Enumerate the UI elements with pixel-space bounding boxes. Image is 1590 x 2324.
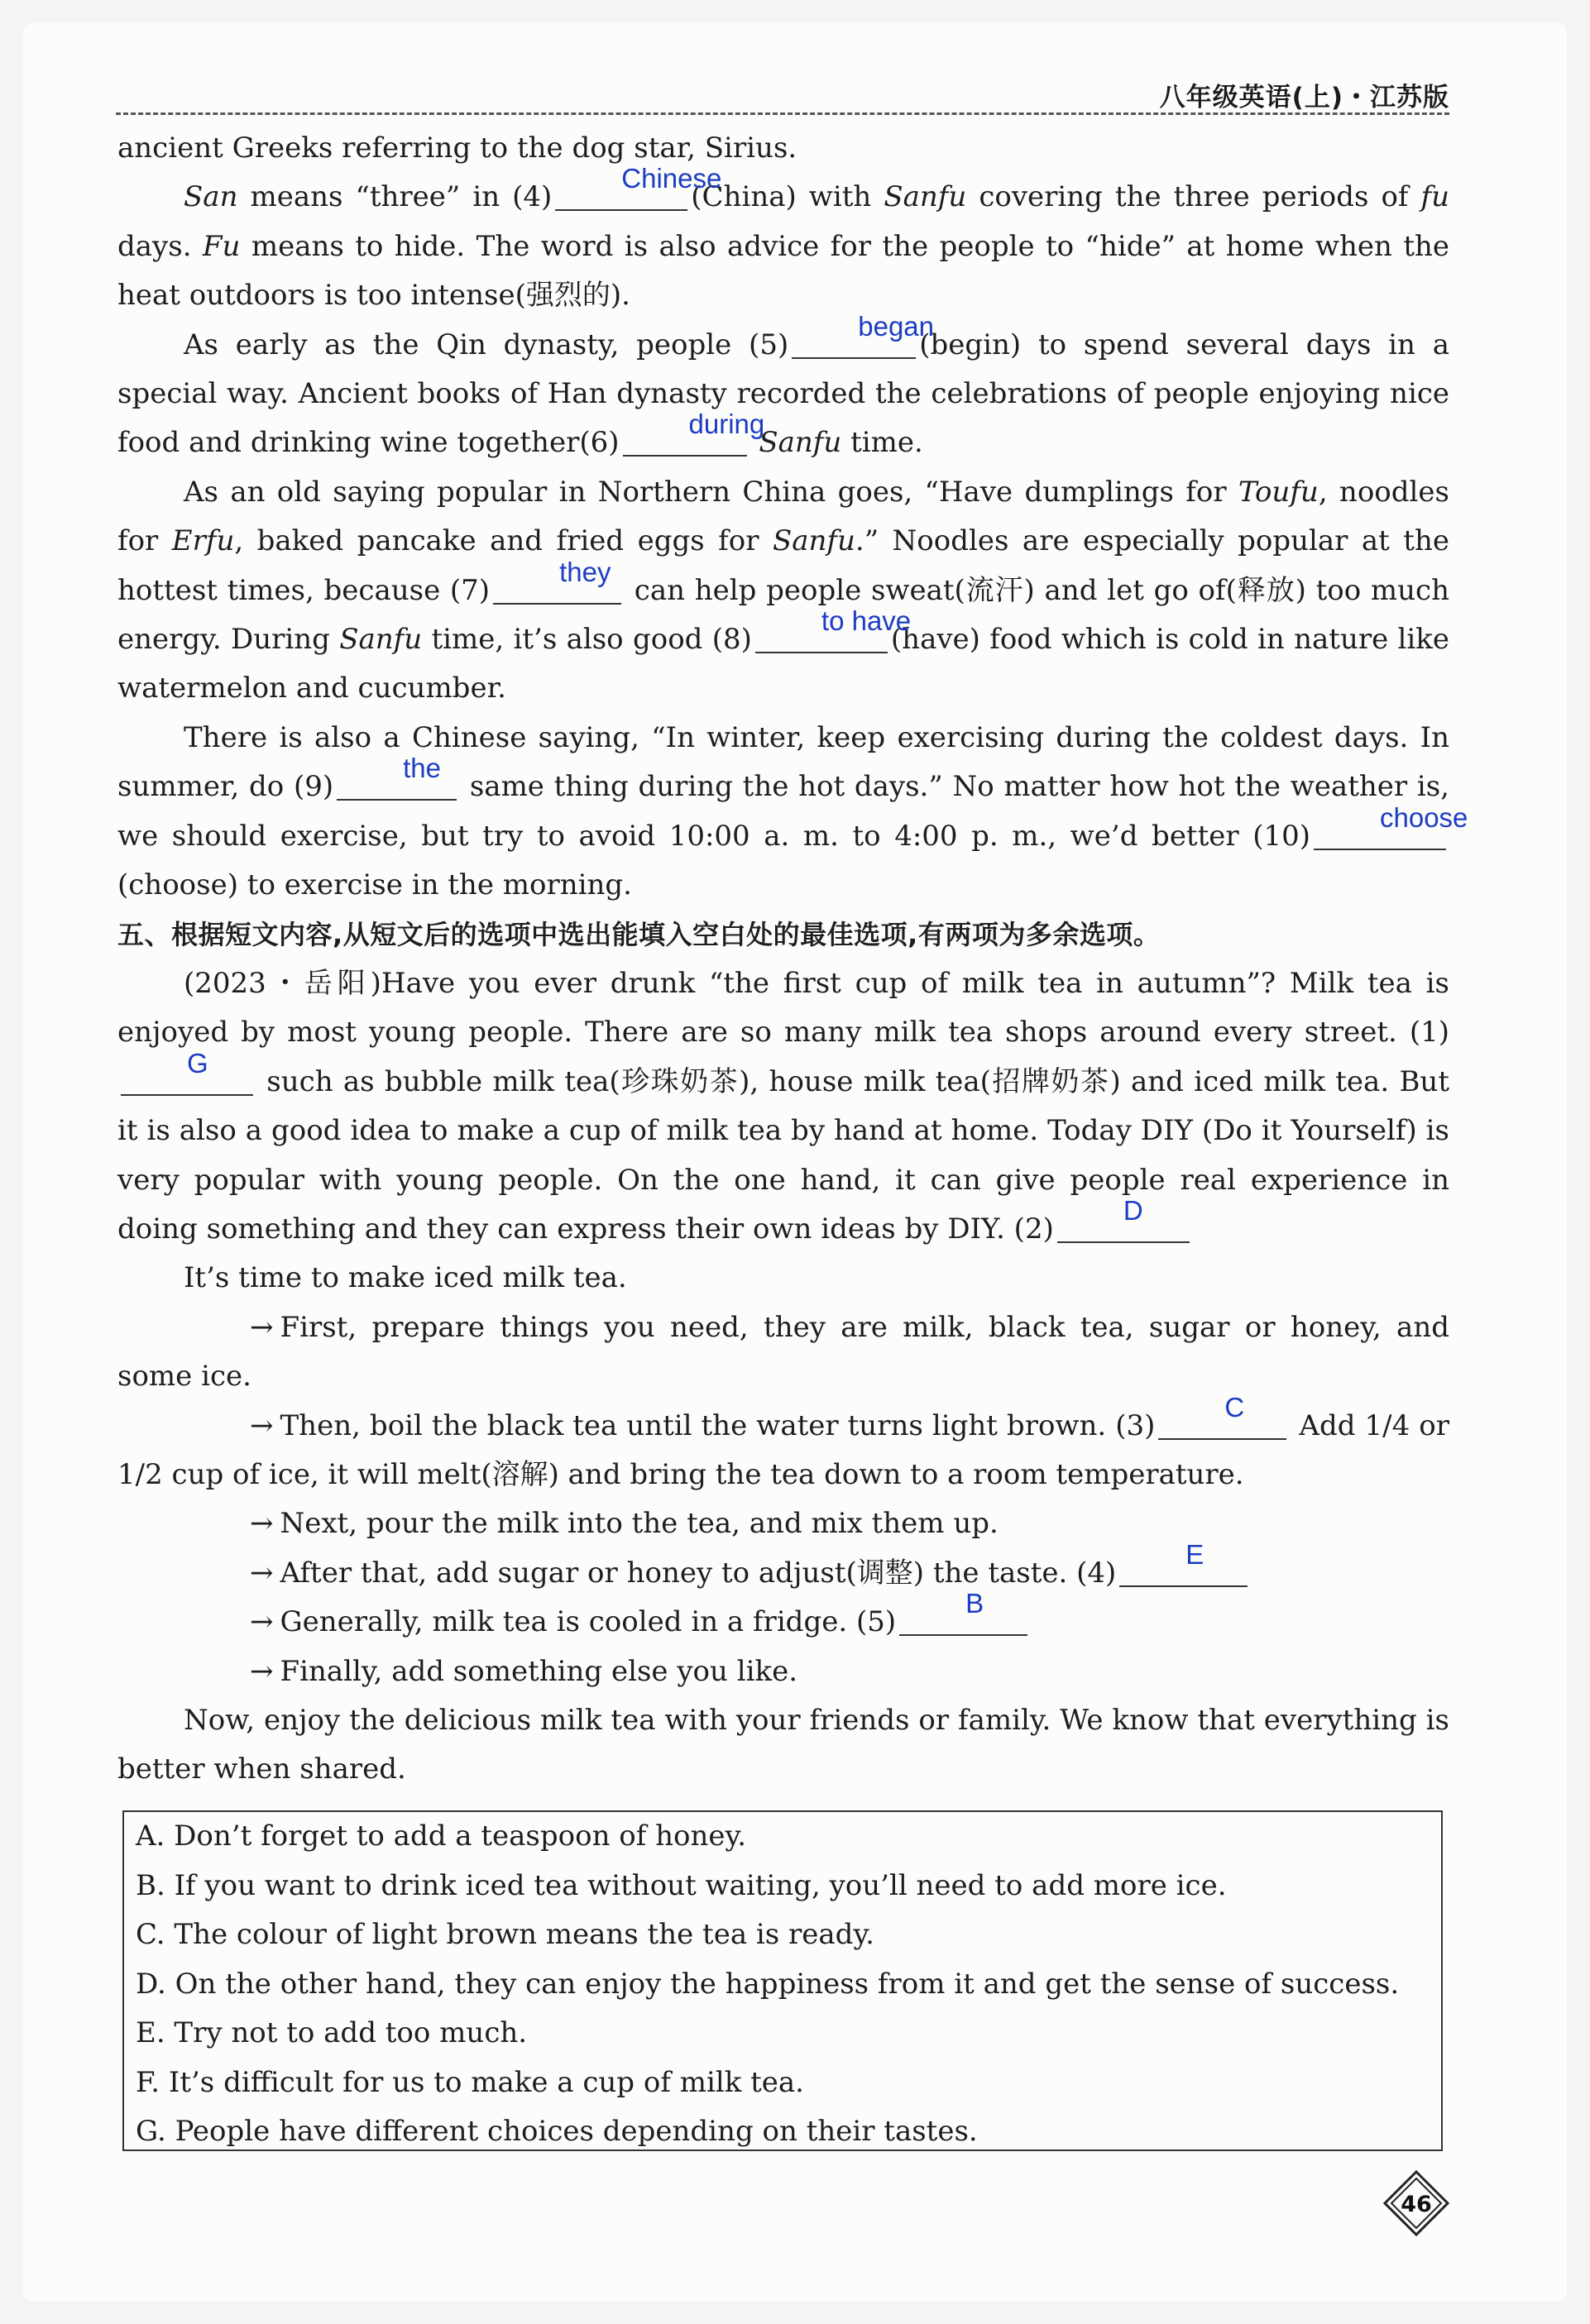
step-then (117, 1391, 1449, 1500)
step-first (117, 1303, 1449, 1402)
text-run: such as bubble milk tea(珍珠奶茶), house milk tea(招牌奶茶) and iced milk tea. But it is also a good idea to make a cup of milk tea by hand at home. Today DIY (Do it Yourself) is very popular with young people. On the one hand, it can give people real experience in doing something and they can express their own ideas by DIY. (2) (117, 1064, 1449, 1246)
text-run: means to hide. The word is also advice for the people to “hide” at home when the heat outdoors is too intense(强烈的). (117, 229, 1449, 313)
text-run: (choose) to exercise in the morning. (117, 868, 632, 902)
answer-blank-10[interactable] (1314, 801, 1468, 850)
option-e: E. Try not to add too much. (136, 2016, 528, 2049)
handwritten-answer: G (187, 1047, 208, 1078)
answer-blank-7[interactable] (493, 556, 621, 605)
text-run: Add 1/4 or 1/2 cup of ice, it will melt(溶解) and bring the tea down to a room temperature. (117, 1408, 1449, 1491)
paragraph-qin-dynasty (117, 310, 1449, 468)
italic-term: fu (1420, 180, 1450, 214)
text-run: Next, pour the milk into the tea, and mix them up. (280, 1507, 999, 1541)
handwritten-answer: to have (821, 605, 912, 637)
italic-term: San (184, 180, 238, 214)
text-run: covering the three periods of (966, 180, 1421, 214)
step-generally (117, 1588, 1449, 1647)
step-after-that (117, 1538, 1449, 1598)
handwritten-answer: Chinese (621, 163, 722, 194)
text-run: First, prepare things you need, they are milk, black tea, sugar or honey, and some ice. (117, 1310, 1449, 1394)
answer-blank-5[interactable] (792, 310, 934, 359)
handwritten-answer: began (858, 310, 934, 342)
book-header-title: 八年级英语(上)・江苏版 (1159, 83, 1449, 112)
arrow-icon: → (250, 1310, 274, 1344)
paragraph-exercise (117, 714, 1468, 911)
arrow-icon: → (250, 1605, 274, 1639)
arrow-icon: → (250, 1556, 274, 1590)
answer-blank-s5-2[interactable] (1057, 1194, 1190, 1243)
text-run: means “three” in (4) (237, 180, 553, 214)
text-run: , noodles for (117, 475, 1449, 558)
paragraph-sanfu (117, 163, 1450, 320)
paragraph-old-saying (117, 468, 1449, 714)
italic-term: Sanfu (759, 426, 842, 460)
answer-blank-4[interactable] (555, 163, 722, 211)
option-d: D. On the other hand, they can enjoy the happiness from it and get the sense of success. (136, 1967, 1400, 2001)
arrow-icon: → (250, 1507, 274, 1541)
option-a: A. Don’t forget to add a teaspoon of honey. (136, 1820, 747, 1853)
text-run: days. (117, 229, 203, 263)
text-run: can help people sweat(流汗) and let go of(释放) too much energy. During (117, 573, 1449, 657)
option-f: F. It’s difficult for us to make a cup of milk tea. (136, 2065, 804, 2099)
option-g: G. People have different choices depending on their tastes. (136, 2115, 978, 2148)
italic-term: Toufu (1238, 475, 1319, 509)
handwritten-answer: they (559, 556, 611, 587)
page-number-badge (1383, 2170, 1449, 2236)
paragraph-milk-tea-intro (117, 959, 1449, 1254)
text-run: same thing during the hot days.” No matter how hot the weather is, we should exercise, but try to avoid 10:00 a. m. to 4:00 p. m., we’d better (10) (117, 770, 1449, 853)
closing-paragraph: Now, enjoy the delicious milk tea with your friends or family. We know that everything is better when shared. (117, 1704, 1449, 1786)
text-run: Generally, milk tea is cooled in a fridge. (5) (280, 1605, 897, 1639)
step-finally (117, 1647, 1449, 1696)
answer-blank-s5-4[interactable] (1119, 1538, 1248, 1587)
page-number: 46 (1401, 2192, 1432, 2217)
text-run: Then, boil the black tea until the water turns light brown. (3) (280, 1408, 1156, 1442)
italic-term: Sanfu (772, 524, 855, 558)
text-run: time. (841, 426, 923, 460)
text-run: After that, add sugar or honey to adjust(调整) the taste. (4) (280, 1556, 1117, 1590)
handwritten-answer: during (688, 409, 765, 440)
handwritten-answer: D (1123, 1194, 1143, 1226)
italic-term: Fu (202, 229, 241, 263)
passage-content (117, 124, 1468, 1795)
passage-line-0: ancient Greeks referring to the dog star, Sirius. (117, 132, 797, 165)
arrow-icon: → (250, 1654, 274, 1688)
text-run: As an old saying popular in Northern China goes, “Have dumplings for (184, 475, 1238, 509)
italic-term: Erfu (171, 524, 235, 558)
text-run: , baked pancake and fried eggs for (234, 524, 773, 558)
text-run: Finally, add something else you like. (280, 1654, 798, 1688)
text-run: (have) food which is cold in nature like watermelon and cucumber. (117, 623, 1449, 705)
answer-blank-s5-5[interactable] (899, 1588, 1027, 1636)
handwritten-answer: C (1224, 1391, 1245, 1423)
text-run: There is also a Chinese saying, “In winter, keep exercising during the coldest days. In summer, do (9) (117, 720, 1449, 804)
header-divider (116, 112, 1449, 115)
italic-term: Sanfu (884, 180, 967, 214)
option-b: B. If you want to drink iced tea without waiting, you’ll need to add more ice. (136, 1868, 1227, 1902)
text-run: (China) with (691, 180, 884, 214)
text-run: (2023・岳阳)Have you ever drunk “the first cup of milk tea in autumn”? Milk tea is enjoyed by most young people. There are so many milk tea shops around every street. (1) (117, 966, 1449, 1050)
handwritten-answer: B (965, 1588, 984, 1619)
arrow-icon: → (250, 1408, 274, 1442)
answer-blank-6[interactable] (623, 409, 765, 457)
handwritten-answer: choose (1380, 801, 1468, 833)
step-next (117, 1499, 1449, 1548)
text-run: time, it’s also good (8) (422, 623, 752, 657)
handwritten-answer: the (403, 753, 441, 784)
italic-term: Sanfu (339, 623, 423, 657)
answer-blank-s5-1[interactable] (121, 1047, 253, 1096)
text-run: (begin) to spend several days in a special way. Ancient books of Han dynasty recorded the celebrations of people enjoying nice food and drinking wine together(6) (117, 328, 1449, 460)
handwritten-answer: E (1185, 1538, 1204, 1570)
answer-blank-s5-3[interactable] (1158, 1391, 1286, 1440)
text-run: As early as the Qin dynasty, people (5) (184, 328, 789, 361)
option-c: C. The colour of light brown means the tea is ready. (136, 1918, 874, 1951)
text-run: .” Noodles are especially popular at the hottest times, because (7) (117, 524, 1449, 607)
section-5-heading: 五、根据短文内容,从短文后的选项中选出能填入空白处的最佳选项,有两项为多余选项。 (117, 918, 1161, 950)
answer-blank-8[interactable] (755, 605, 912, 653)
make-iced-tea-line: It’s time to make iced milk tea. (184, 1261, 627, 1295)
answer-blank-9[interactable] (337, 753, 457, 801)
options-box (122, 1810, 1443, 2151)
